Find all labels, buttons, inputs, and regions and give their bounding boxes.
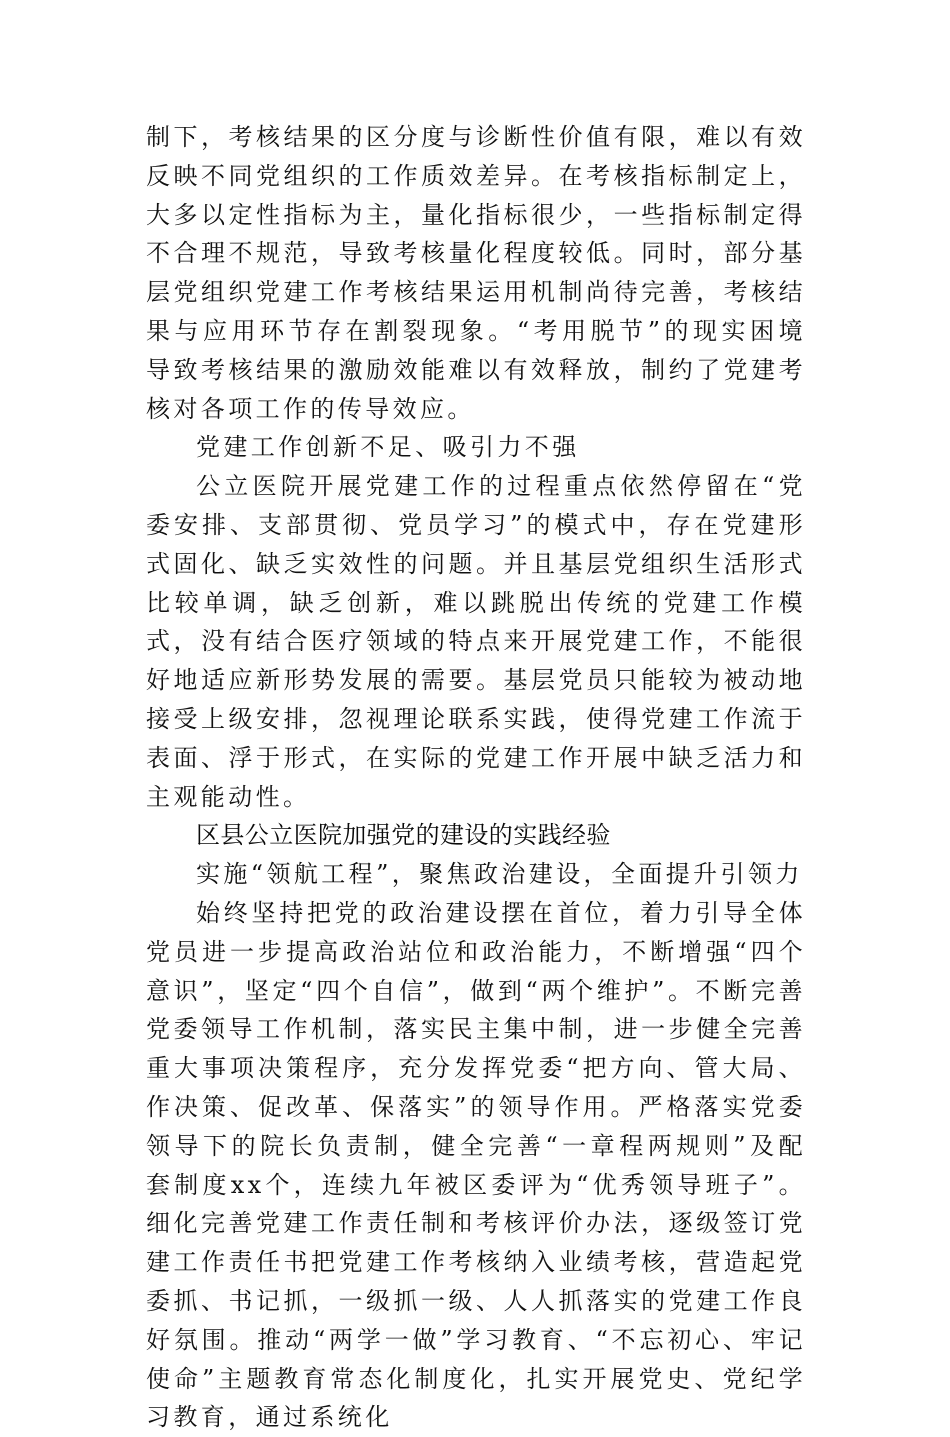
body-paragraph: 公立医院开展党建工作的过程重点依然停留在“党委安排、支部贯彻、党员学习”的模式中，存在党建形式固化、缺乏实效性的问题。并且基层党组织生活形式比较单调，缺乏创新，难以跳脱出传统的党建工作模式，没有结合医疗领域的特点来开展党建工作，不能很好地适应新形势发展的需要。基层党员只能较为被动地接受上级安排，忽视理论联系实践，使得党建工作流于表面、浮于形式，在实际的党建工作开展中缺乏活力和主观能动性。 — [146, 472, 806, 811]
body-paragraph: 始终坚持把党的政治建设摆在首位，着力引导全体党员进一步提高政治站位和政治能力，不断增强“四个意识”，坚定“四个自信”，做到“两个维护”。不断完善党委领导工作机制，落实民主集中制，进一步健全完善重大事项决策程序，充分发挥党委“把方向、管大局、作决策、促改革、保落实”的领导作用。严格落实党委领导下的院长负责制，健全完善“一章程两规则”及配套制度xx个，连续九年被区委评为“优秀领导班子”。细化完善党建工作责任制和考核评价办法，逐级签订党建工作责任书把党建工作考核纳入业绩考核，营造起党委抓、书记抓，一级抓一级、人人抓落实的党建工作良好氛围。推动“两学一做”学习教育、“不忘初心、牢记使命”主题教育常态化制度化，扎实开展党史、党纪学习教育，通过系统化 — [146, 898, 806, 1432]
subheading-navigation-project: 实施“领航工程”，聚焦政治建设，全面提升引领力 — [196, 860, 803, 889]
document-page — [146, 118, 806, 1437]
body-paragraph: 制下，考核结果的区分度与诊断性价值有限，难以有效反映不同党组织的工作质效差异。在考核指标制定上，大多以定性指标为主，量化指标很少，一些指标制定得不合理不规范，导致考核量化程度较低。同时，部分基层党组织党建工作考核结果运用机制尚待完善，考核结果与应用环节存在割裂现象。“考用脱节”的现实困境导致考核结果的激励效能难以有效释放，制约了党建考核对各项工作的传导效应。 — [146, 123, 806, 423]
subheading-innovation: 党建工作创新不足、吸引力不强 — [196, 433, 580, 462]
section-heading: 区县公立医院加强党的建设的实践经验 — [196, 821, 611, 850]
